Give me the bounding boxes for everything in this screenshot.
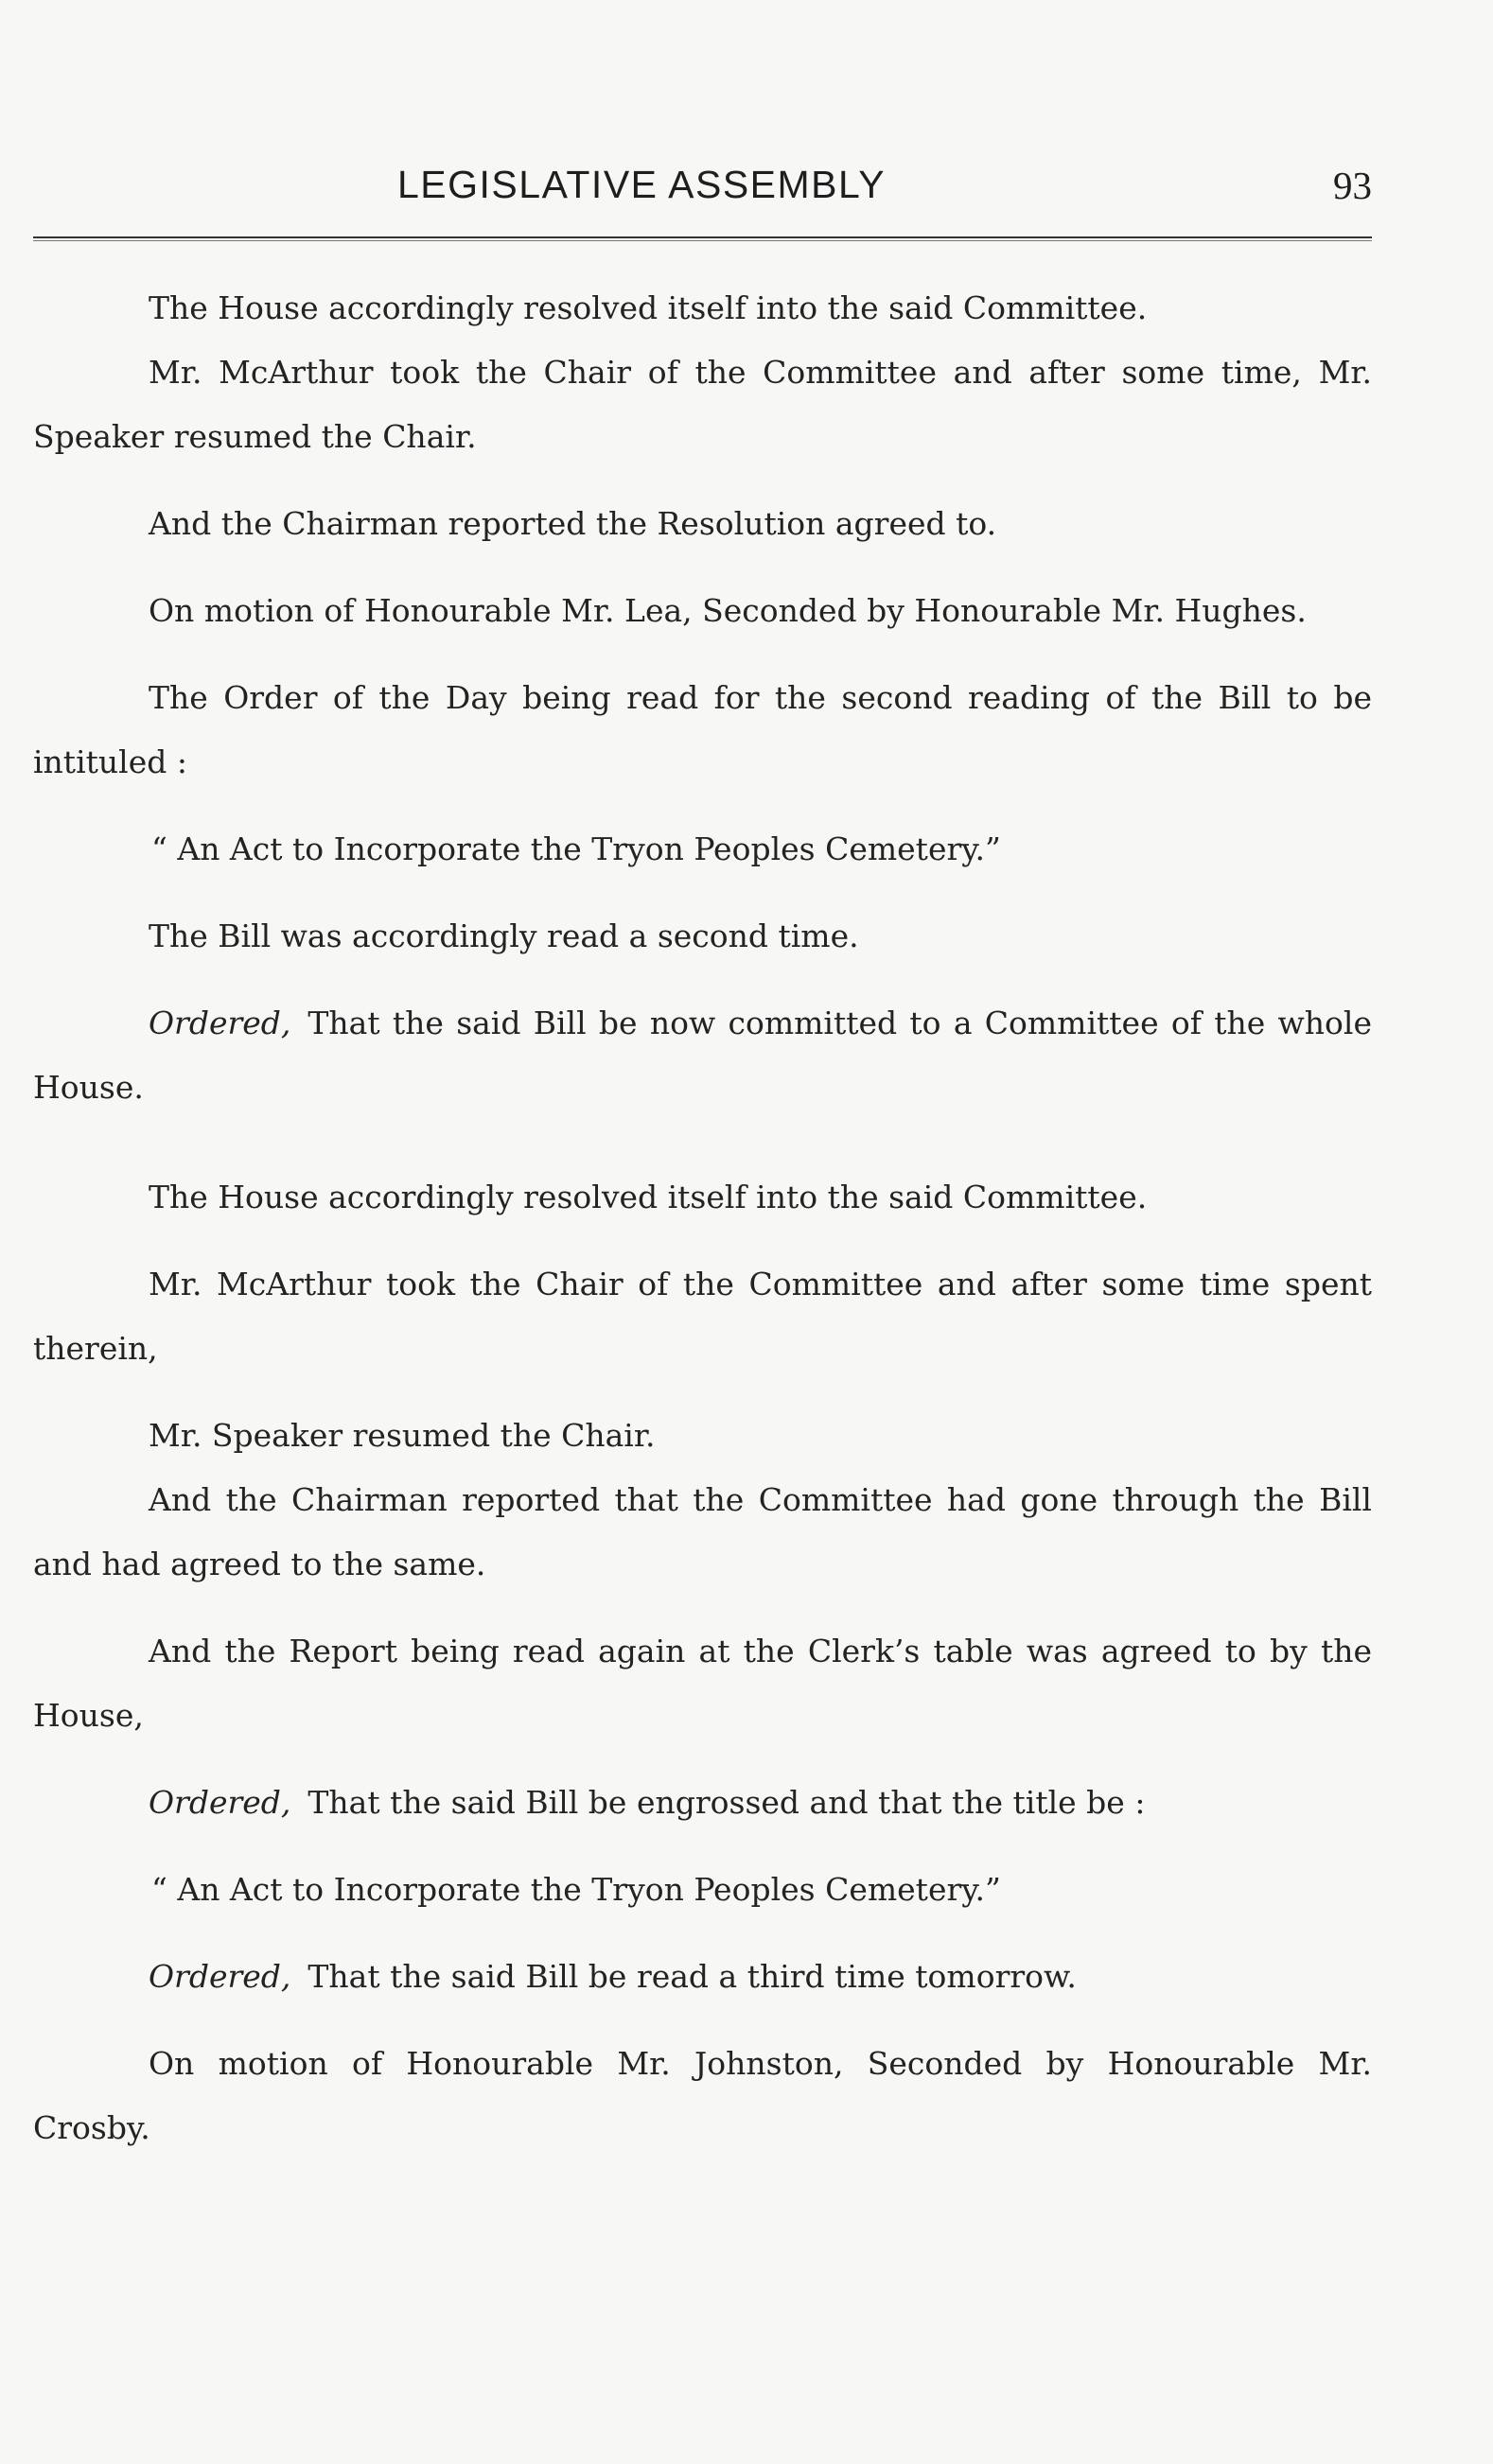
quoted-bill-title-2: “ An Act to Incorporate the Tryon Peoples Cemetery.”: [151, 1871, 1001, 1908]
paragraph-11: Mr. Speaker resumed the Chair.: [149, 1417, 656, 1454]
paragraph-16-text: That the said Bill be read a third time tomorrow.: [307, 1958, 1077, 1995]
body-text: [33, 276, 1372, 2160]
paragraph-10: Mr. McArthur took the Chair of the Committee and after some time spent therein,: [33, 1266, 1372, 1367]
paragraph-14-text: That the said Bill be engrossed and that the title be :: [307, 1784, 1146, 1821]
paragraph-12: And the Chairman reported that the Committee had gone through the Bill and had agreed to the same.: [33, 1481, 1372, 1582]
paragraph-13: And the Report being read again at the Clerk’s table was agreed to by the House,: [33, 1633, 1372, 1734]
paragraph-14: [33, 1771, 1372, 1835]
page-number: 93: [1333, 164, 1372, 207]
ordered-label: Ordered,: [149, 1784, 291, 1821]
header-rule: [33, 236, 1372, 238]
ordered-label: Ordered,: [149, 1005, 291, 1041]
running-title: LEGISLATIVE ASSEMBLY: [397, 163, 887, 206]
page-header: [33, 159, 1372, 225]
quoted-bill-title-1: “ An Act to Incorporate the Tryon Peoples Cemetery.”: [151, 830, 1001, 867]
paragraph-4: On motion of Honourable Mr. Lea, Seconded by Honourable Mr. Hughes.: [149, 592, 1307, 629]
ordered-label: Ordered,: [149, 1958, 291, 1995]
paragraph-8-text: That the said Bill be now committed to a Committee of the whole House.: [33, 1005, 1372, 1106]
header-rule-secondary: [33, 240, 1372, 241]
paragraph-5: The Order of the Day being read for the second reading of the Bill to be intituled :: [33, 679, 1372, 780]
paragraph-17: On motion of Honourable Mr. Johnston, Seconded by Honourable Mr. Crosby.: [33, 2045, 1372, 2146]
paragraph-9: The House accordingly resolved itself into the said Committee.: [149, 1179, 1148, 1215]
paragraph-2: Mr. McArthur took the Chair of the Committee and after some time, Mr. Speaker resumed the Chair.: [33, 354, 1372, 455]
paragraph-8: [33, 991, 1372, 1120]
paragraph-3: And the Chairman reported the Resolution agreed to.: [149, 505, 997, 542]
paragraph-16: [33, 1945, 1372, 2009]
paragraph-1: The House accordingly resolved itself into the said Committee.: [149, 289, 1148, 326]
paragraph-7: The Bill was accordingly read a second time.: [149, 917, 859, 954]
